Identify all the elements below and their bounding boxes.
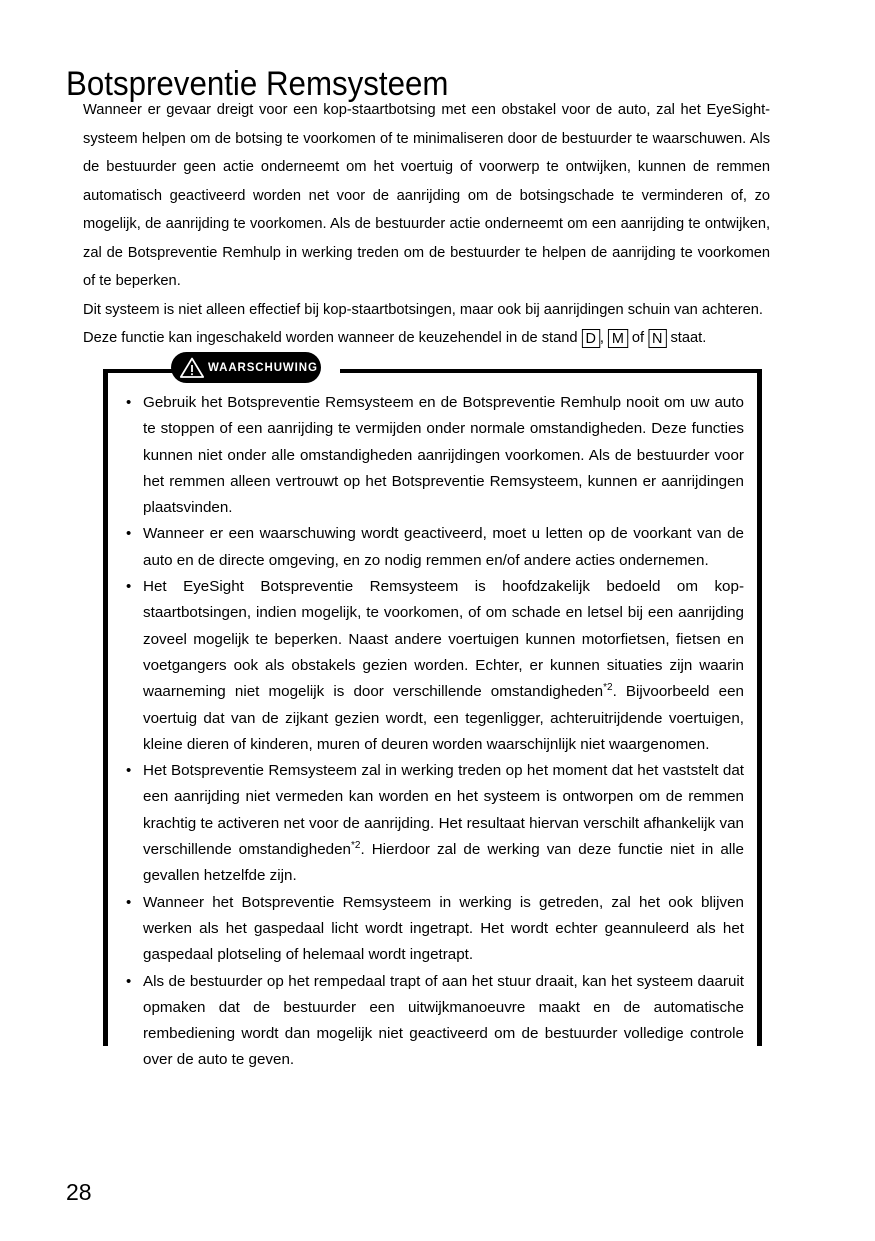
gear-separator-of: of bbox=[631, 329, 645, 346]
list-item-text bbox=[143, 969, 744, 1074]
bullet-marker: • bbox=[126, 525, 132, 543]
bullet-marker: • bbox=[126, 972, 132, 990]
warning-badge bbox=[171, 352, 321, 383]
list-item-text-lead: Als de bestuurder op het rempedaal trapt of aan het stuur draait, kan het systeem daaruit opmaken dat de bestuurder een uitwijkmanoeuvre maakt en de automatische rembediening wordt dan mogelijk niet geactiveerd om de bestuurder volledige controle over de auto te geven. bbox=[143, 972, 744, 1069]
list-item bbox=[118, 574, 744, 758]
list-item-text-lead: Het Botspreventie Remsysteem zal in werking treden op het moment dat het vaststelt dat een aanrijding niet vermeden kan worden en het systeem is ontworpen om de remmen krachtig te activeren net voor de aanrijding. Het resultaat hiervan verschilt afhankelijk van verschillende omstandigheden bbox=[143, 762, 744, 859]
list-item-text-tail: . Hierdoor zal de werking van deze functie niet in alle gevallen hetzelfde zijn. bbox=[143, 841, 744, 885]
gear-indicator-n: N bbox=[648, 329, 666, 348]
list-item bbox=[118, 521, 744, 574]
bullet-marker: • bbox=[126, 578, 132, 596]
intro-paragraph-2-tail: staat. bbox=[670, 329, 707, 346]
list-item-text bbox=[143, 890, 744, 969]
list-item-text-tail: . Bijvoorbeeld een voertuig dat van de zijkant gezien wordt, een tegenligger, achteruitrijdende voertuigen, kleine dieren of kinderen, muren of deuren worden waarschijnlijk niet waargenomen. bbox=[143, 683, 744, 753]
list-item-text-lead: Het EyeSight Botspreventie Remsysteem is hoofdzakelijk bedoeld om kop-staartbotsingen, indien mogelijk, te voorkomen, of om schade en letsel bij een aanrijding zoveel mogelijk te beperken. Naast andere voertuigen kunnen motorfietsen, fietsen en voetgangers ook als obstakels gezien worden. Echter, er kunnen situaties zijn waarin waarneming niet mogelijk is door verschillende omstandigheden bbox=[143, 578, 744, 701]
intro-paragraph-1: Wanneer er gevaar dreigt voor een kop-staartbotsing met een obstakel voor de auto, zal het EyeSight-systeem helpen om de botsing te voorkomen of te minimaliseren door de bestuurder te waarschuwen. Als de bestuurder geen actie onderneemt om het voertuig of voorwerp te ontwijken, kunnen de remmen automatisch geactiveerd worden net voor de aanrijding om de botsingschade te verminderen of, zo mogelijk, de aanrijding te voorkomen. Als de bestuurder actie onderneemt om een aanrijding te ontwijken, zal de Botspreventie Remhulp in werking treden om de bestuurder te helpen de aanrijding te voorkomen of te beperken. bbox=[83, 101, 771, 289]
footnote-marker: *2 bbox=[350, 839, 361, 851]
warning-badge-label: WAARSCHUWING bbox=[208, 361, 318, 374]
list-item-text-lead: Wanneer het Botspreventie Remsysteem in werking is getreden, zal het ook blijven werken als het gaspedaal licht wordt ingetrapt. Het wordt echter geannuleerd als het gaspedaal plotseling of helemaal wordt ingetrapt. bbox=[143, 893, 744, 964]
gear-separator-comma: , bbox=[599, 329, 604, 346]
intro-text-block bbox=[83, 96, 770, 353]
page-number: 28 bbox=[66, 1179, 92, 1205]
list-item-text-lead: Wanneer er een waarschuwing wordt geactiveerd, moet u letten op de voorkant van de auto en de directe omgeving, en zo nodig remmen en/of andere acties ondernemen. bbox=[143, 525, 744, 569]
list-item-text bbox=[143, 574, 744, 758]
bullet-marker: • bbox=[126, 893, 132, 911]
gear-indicator-m: M bbox=[608, 329, 628, 348]
warning-bullet-list bbox=[118, 390, 744, 1074]
list-item-text-lead: Gebruik het Botspreventie Remsysteem en de Botspreventie Remhulp nooit om uw auto te stoppen of een aanrijding te vermijden onder normale omstandigheden. Deze functies kunnen niet onder alle omstandigheden aanrijdingen voorkomen. Als de bestuurder voor het remmen alleen vertrouwt op het Botspreventie Remsysteem, kunnen er aanrijdingen plaatsvinden. bbox=[143, 394, 744, 517]
list-item bbox=[118, 758, 744, 889]
list-item bbox=[118, 390, 744, 521]
list-item-text bbox=[143, 390, 744, 521]
footnote-marker: *2 bbox=[603, 682, 613, 694]
intro-paragraph-2 bbox=[83, 296, 770, 353]
intro-paragraph-2-lead: Dit systeem is niet alleen effectief bij kop-staartbotsingen, maar ook bij aanrijdingen schuin van achteren. Deze functie kan ingeschakeld worden wanneer de keuzehendel in de stand bbox=[83, 300, 763, 346]
bullet-marker: • bbox=[126, 762, 132, 780]
bullet-marker: • bbox=[126, 394, 132, 411]
page-title: Botspreventie Remsysteem bbox=[66, 64, 449, 103]
list-item-text bbox=[143, 758, 744, 889]
gear-indicator-d: D bbox=[582, 329, 600, 348]
list-item-text bbox=[143, 521, 744, 574]
warning-triangle-icon bbox=[179, 356, 205, 379]
list-item bbox=[118, 969, 744, 1074]
list-item bbox=[118, 890, 744, 969]
